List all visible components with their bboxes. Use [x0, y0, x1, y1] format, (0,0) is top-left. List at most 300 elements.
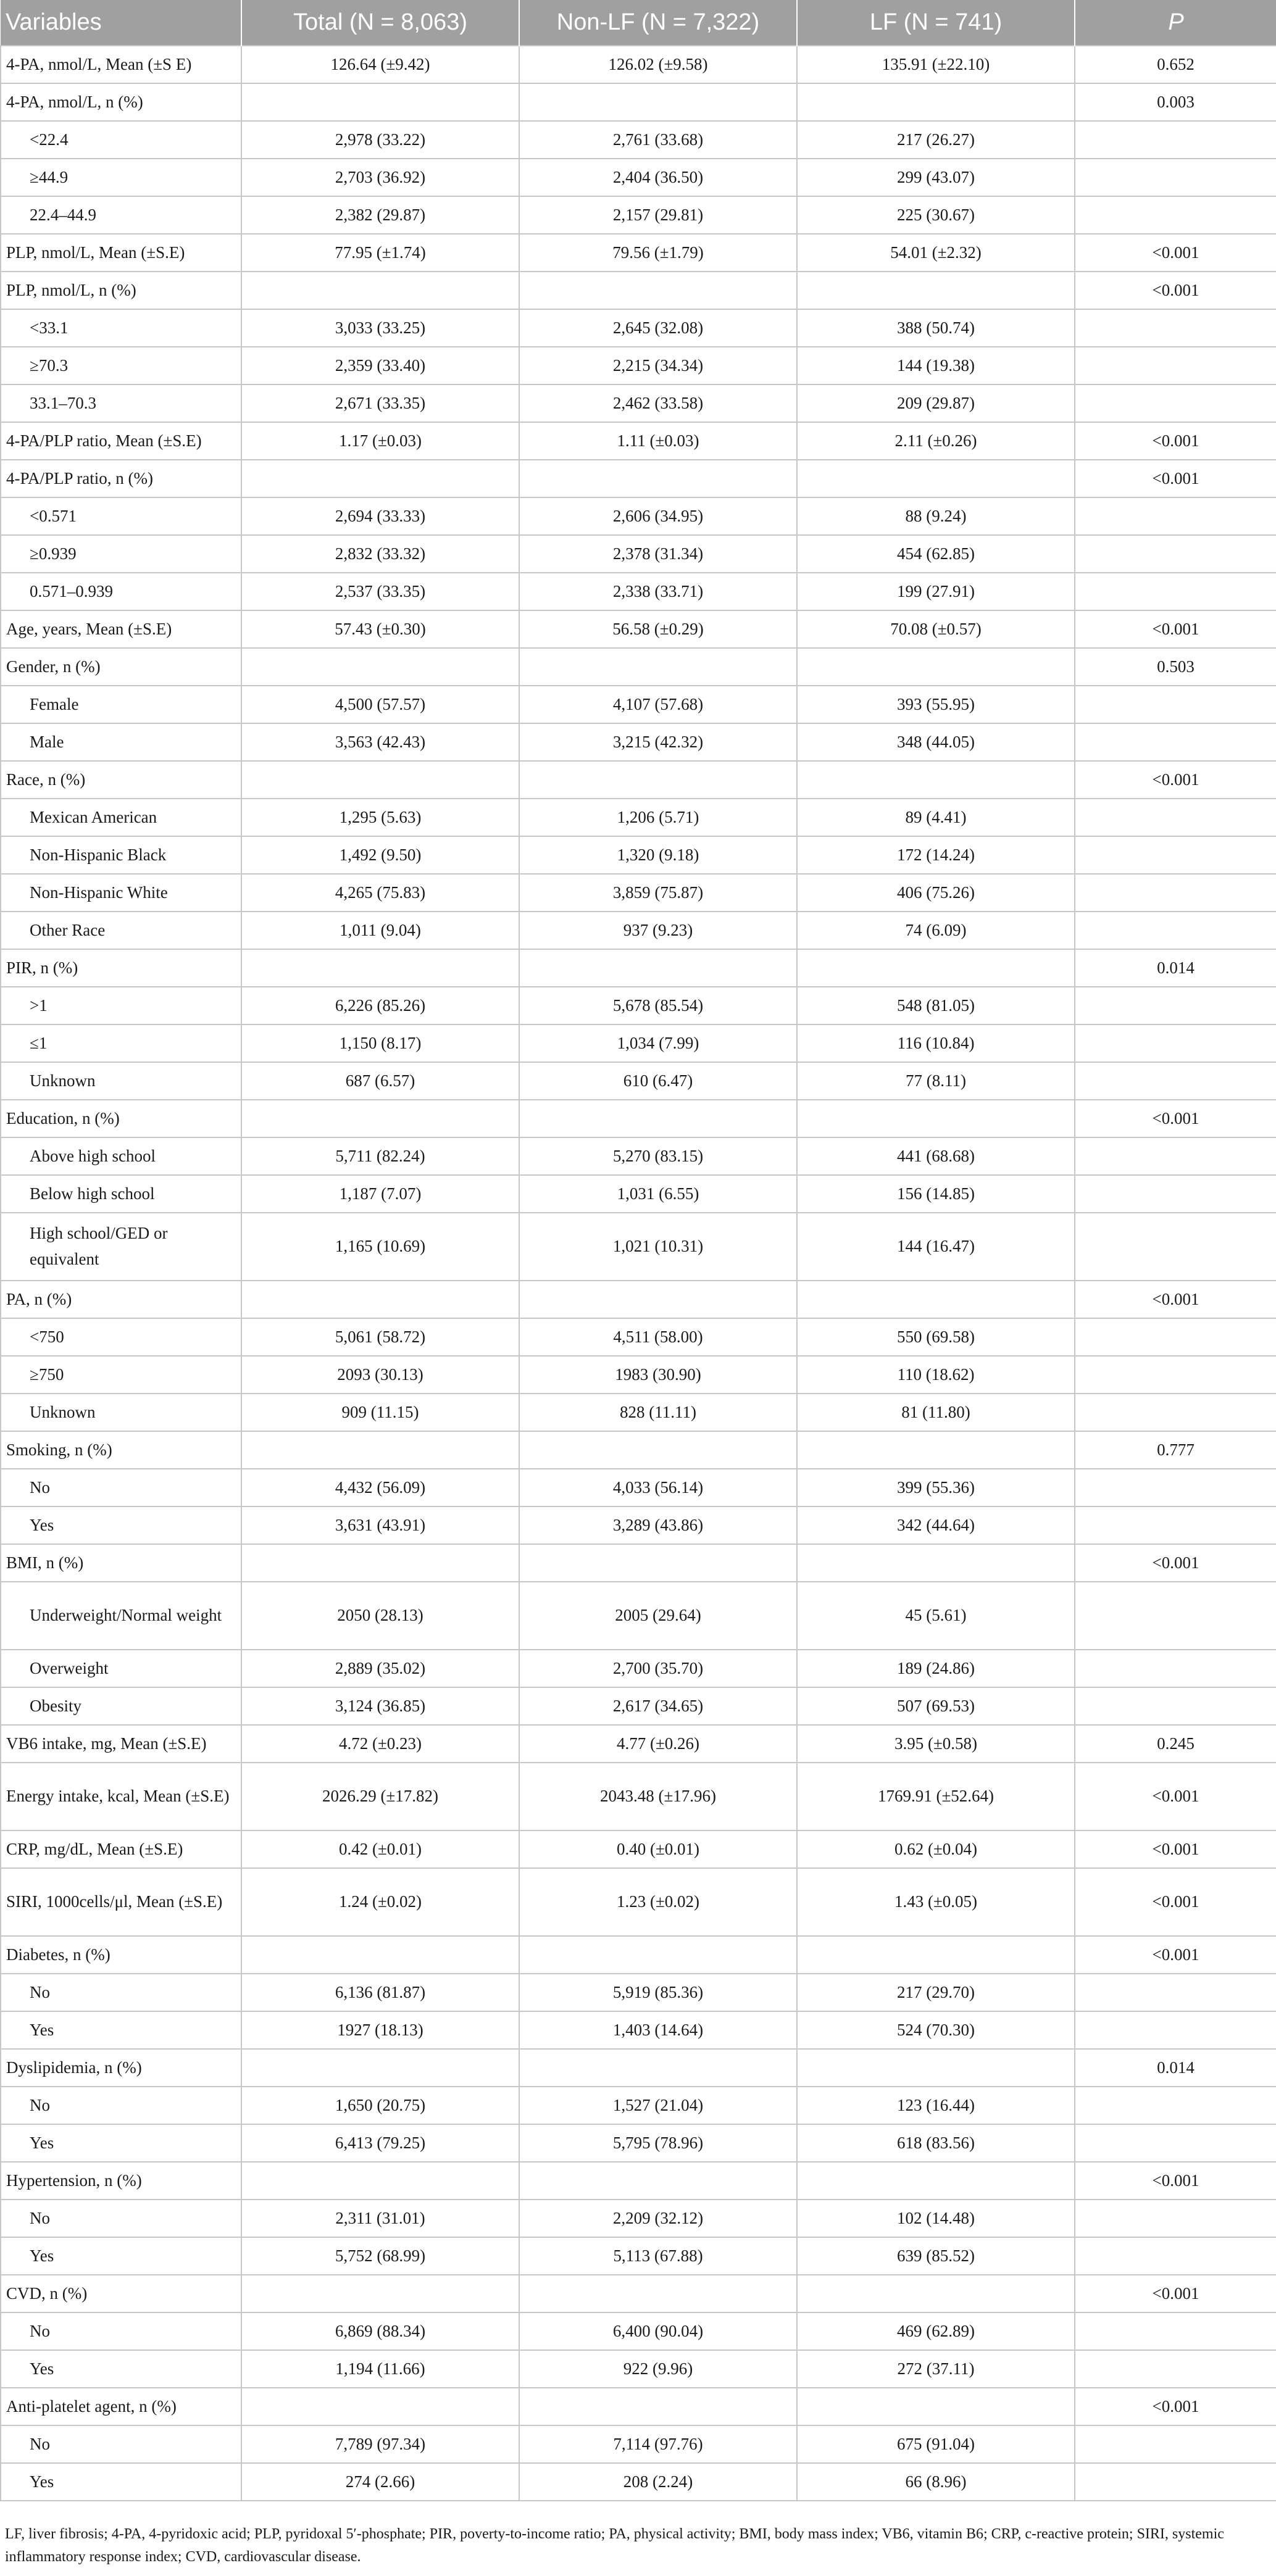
cell-total: 2026.29 (±17.82) [241, 1763, 519, 1830]
table-row [1, 1281, 1276, 1318]
cell-lf [797, 1281, 1075, 1318]
table-row [1, 1394, 1276, 1431]
cell-lf [797, 272, 1075, 309]
cell-p-value [1075, 723, 1276, 761]
row-label: No [1, 1974, 241, 2011]
cell-non-lf: 208 (2.24) [519, 2463, 797, 2501]
cell-total: 1,295 (5.63) [241, 799, 519, 836]
header-non-lf: Non-LF (N = 7,322) [519, 0, 797, 46]
row-label: No [1, 2200, 241, 2237]
row-label: PLP, nmol/L, Mean (±S.E) [1, 234, 241, 272]
table-row [1, 2425, 1276, 2463]
row-label: Hypertension, n (%) [1, 2162, 241, 2200]
cell-p-value [1075, 874, 1276, 912]
row-label: Race, n (%) [1, 761, 241, 799]
cell-total: 7,789 (97.34) [241, 2425, 519, 2463]
row-label: Education, n (%) [1, 1100, 241, 1137]
cell-p-value: <0.001 [1075, 234, 1276, 272]
row-label: 33.1–70.3 [1, 384, 241, 422]
table-row [1, 234, 1276, 272]
row-label: No [1, 2312, 241, 2350]
cell-lf: 618 (83.56) [797, 2124, 1075, 2162]
cell-total [241, 272, 519, 309]
cell-non-lf: 1,320 (9.18) [519, 836, 797, 874]
cell-lf [797, 1100, 1075, 1137]
table-row [1, 836, 1276, 874]
cell-lf: 116 (10.84) [797, 1024, 1075, 1062]
cell-total: 2,889 (35.02) [241, 1650, 519, 1687]
cell-lf: 272 (37.11) [797, 2350, 1075, 2388]
header-lf: LF (N = 741) [797, 0, 1075, 46]
cell-total [241, 1100, 519, 1137]
cell-non-lf: 1,031 (6.55) [519, 1175, 797, 1213]
cell-lf: 3.95 (±0.58) [797, 1725, 1075, 1763]
cell-total: 2093 (30.13) [241, 1356, 519, 1394]
table-row [1, 610, 1276, 648]
cell-lf: 135.91 (±22.10) [797, 46, 1075, 83]
cell-non-lf [519, 949, 797, 987]
table-row [1, 1650, 1276, 1687]
row-label: ≥44.9 [1, 159, 241, 196]
cell-total: 3,124 (36.85) [241, 1687, 519, 1725]
cell-non-lf: 4.77 (±0.26) [519, 1725, 797, 1763]
table-row [1, 761, 1276, 799]
row-label: Below high school [1, 1175, 241, 1213]
cell-p-value [1075, 2087, 1276, 2124]
cell-lf: 199 (27.91) [797, 573, 1075, 610]
cell-lf [797, 2275, 1075, 2312]
cell-total: 274 (2.66) [241, 2463, 519, 2501]
cell-lf: 507 (69.53) [797, 1687, 1075, 1725]
cell-p-value: <0.001 [1075, 761, 1276, 799]
cell-lf: 2.11 (±0.26) [797, 422, 1075, 460]
table-row [1, 1213, 1276, 1281]
cell-p-value: <0.001 [1075, 460, 1276, 497]
cell-p-value [1075, 987, 1276, 1024]
row-label: ≥750 [1, 1356, 241, 1394]
cell-lf [797, 648, 1075, 686]
table-row [1, 2124, 1276, 2162]
row-label: 0.571–0.939 [1, 573, 241, 610]
cell-total: 1,650 (20.75) [241, 2087, 519, 2124]
row-label: Non-Hispanic Black [1, 836, 241, 874]
cell-p-value [1075, 1650, 1276, 1687]
table-row [1, 2049, 1276, 2087]
row-label: Anti-platelet agent, n (%) [1, 2388, 241, 2425]
cell-p-value [1075, 1318, 1276, 1356]
cell-lf: 77 (8.11) [797, 1062, 1075, 1100]
cell-non-lf: 2,761 (33.68) [519, 121, 797, 159]
row-label: Yes [1, 1506, 241, 1544]
row-label: Above high school [1, 1137, 241, 1175]
cell-lf: 144 (16.47) [797, 1213, 1075, 1281]
cell-lf: 172 (14.24) [797, 836, 1075, 874]
table-row [1, 874, 1276, 912]
cell-total: 4.72 (±0.23) [241, 1725, 519, 1763]
cell-total: 2,978 (33.22) [241, 121, 519, 159]
cell-p-value: <0.001 [1075, 2275, 1276, 2312]
table-row [1, 2275, 1276, 2312]
cell-lf: 454 (62.85) [797, 535, 1075, 573]
table-row [1, 309, 1276, 347]
table-row [1, 2463, 1276, 2501]
cell-lf: 348 (44.05) [797, 723, 1075, 761]
cell-non-lf: 5,795 (78.96) [519, 2124, 797, 2162]
cell-p-value [1075, 121, 1276, 159]
cell-non-lf: 2,338 (33.71) [519, 573, 797, 610]
row-label: ≥70.3 [1, 347, 241, 384]
cell-non-lf: 6,400 (90.04) [519, 2312, 797, 2350]
table-row [1, 912, 1276, 949]
cell-total: 6,136 (81.87) [241, 1974, 519, 2011]
cell-p-value [1075, 196, 1276, 234]
row-label: SIRI, 1000cells/μl, Mean (±S.E) [1, 1868, 241, 1936]
cell-non-lf [519, 2388, 797, 2425]
cell-non-lf [519, 2275, 797, 2312]
row-label: VB6 intake, mg, Mean (±S.E) [1, 1725, 241, 1763]
cell-total: 5,752 (68.99) [241, 2237, 519, 2275]
row-label: Underweight/Normal weight [1, 1582, 241, 1650]
cell-p-value [1075, 1582, 1276, 1650]
cell-lf: 639 (85.52) [797, 2237, 1075, 2275]
cell-non-lf [519, 1100, 797, 1137]
table-row [1, 2162, 1276, 2200]
cell-p-value [1075, 497, 1276, 535]
table-row [1, 2388, 1276, 2425]
cell-non-lf: 5,270 (83.15) [519, 1137, 797, 1175]
row-label: Energy intake, kcal, Mean (±S.E) [1, 1763, 241, 1830]
cell-p-value [1075, 2237, 1276, 2275]
cell-total: 2,832 (33.32) [241, 535, 519, 573]
cell-total: 2,694 (33.33) [241, 497, 519, 535]
cell-p-value [1075, 347, 1276, 384]
row-label: 4-PA, nmol/L, n (%) [1, 83, 241, 121]
cell-p-value [1075, 1024, 1276, 1062]
cell-non-lf: 1983 (30.90) [519, 1356, 797, 1394]
cell-lf: 45 (5.61) [797, 1582, 1075, 1650]
row-label: Non-Hispanic White [1, 874, 241, 912]
cell-p-value [1075, 1137, 1276, 1175]
table-row [1, 272, 1276, 309]
cell-lf: 102 (14.48) [797, 2200, 1075, 2237]
cell-lf: 217 (26.27) [797, 121, 1075, 159]
row-label: Diabetes, n (%) [1, 1936, 241, 1974]
cell-total [241, 1281, 519, 1318]
cell-non-lf [519, 648, 797, 686]
cell-non-lf: 3,859 (75.87) [519, 874, 797, 912]
cell-non-lf: 1.23 (±0.02) [519, 1868, 797, 1936]
cell-p-value: <0.001 [1075, 272, 1276, 309]
cell-non-lf: 922 (9.96) [519, 2350, 797, 2388]
cell-p-value: 0.003 [1075, 83, 1276, 121]
cell-non-lf [519, 460, 797, 497]
table-row [1, 2237, 1276, 2275]
cell-p-value: <0.001 [1075, 1830, 1276, 1868]
table-row [1, 949, 1276, 987]
cell-lf [797, 1544, 1075, 1582]
cell-p-value [1075, 2011, 1276, 2049]
cell-lf [797, 1431, 1075, 1469]
cell-total: 126.64 (±9.42) [241, 46, 519, 83]
table-row [1, 1544, 1276, 1582]
cell-lf: 406 (75.26) [797, 874, 1075, 912]
cell-p-value: 0.014 [1075, 949, 1276, 987]
cell-p-value: 0.777 [1075, 1431, 1276, 1469]
row-label: PIR, n (%) [1, 949, 241, 987]
cell-total [241, 1431, 519, 1469]
cell-non-lf: 1,034 (7.99) [519, 1024, 797, 1062]
cell-total: 1,150 (8.17) [241, 1024, 519, 1062]
cell-lf: 399 (55.36) [797, 1469, 1075, 1506]
row-label: High school/GED or equivalent [1, 1213, 241, 1281]
cell-non-lf: 5,919 (85.36) [519, 1974, 797, 2011]
table-row [1, 1868, 1276, 1936]
table-row [1, 573, 1276, 610]
cell-non-lf: 610 (6.47) [519, 1062, 797, 1100]
table-row [1, 686, 1276, 723]
cell-total: 77.95 (±1.74) [241, 234, 519, 272]
table-row [1, 497, 1276, 535]
row-label: Age, years, Mean (±S.E) [1, 610, 241, 648]
row-label: >1 [1, 987, 241, 1024]
cell-total: 2050 (28.13) [241, 1582, 519, 1650]
cell-total [241, 2275, 519, 2312]
cell-lf [797, 949, 1075, 987]
cell-p-value: <0.001 [1075, 2162, 1276, 2200]
cell-p-value: <0.001 [1075, 1868, 1276, 1936]
cell-total: 1,492 (9.50) [241, 836, 519, 874]
cell-lf [797, 761, 1075, 799]
cell-total: 6,413 (79.25) [241, 2124, 519, 2162]
cell-p-value [1075, 2350, 1276, 2388]
cell-total [241, 648, 519, 686]
cell-total: 0.42 (±0.01) [241, 1830, 519, 1868]
cell-total: 3,631 (43.91) [241, 1506, 519, 1544]
table-row [1, 1356, 1276, 1394]
cell-p-value [1075, 2124, 1276, 2162]
table-row [1, 2312, 1276, 2350]
cell-p-value: 0.652 [1075, 46, 1276, 83]
table-row [1, 1175, 1276, 1213]
cell-lf: 524 (70.30) [797, 2011, 1075, 2049]
header-row [1, 0, 1276, 46]
cell-non-lf: 4,511 (58.00) [519, 1318, 797, 1356]
cell-p-value: 0.245 [1075, 1725, 1276, 1763]
cell-non-lf: 828 (11.11) [519, 1394, 797, 1431]
cell-non-lf: 2,378 (31.34) [519, 535, 797, 573]
table-row [1, 1100, 1276, 1137]
table-row [1, 1024, 1276, 1062]
cell-non-lf [519, 1281, 797, 1318]
row-label: <22.4 [1, 121, 241, 159]
cell-lf [797, 460, 1075, 497]
row-label: Unknown [1, 1062, 241, 1100]
cell-lf: 123 (16.44) [797, 2087, 1075, 2124]
cell-total: 3,563 (42.43) [241, 723, 519, 761]
cell-total: 2,382 (29.87) [241, 196, 519, 234]
cell-non-lf: 2,404 (36.50) [519, 159, 797, 196]
cell-total: 687 (6.57) [241, 1062, 519, 1100]
cell-lf: 675 (91.04) [797, 2425, 1075, 2463]
table-row [1, 1974, 1276, 2011]
table-row [1, 1687, 1276, 1725]
cell-non-lf: 4,033 (56.14) [519, 1469, 797, 1506]
cell-p-value [1075, 1213, 1276, 1281]
cell-p-value [1075, 1687, 1276, 1725]
cell-non-lf: 3,289 (43.86) [519, 1506, 797, 1544]
cell-total [241, 1936, 519, 1974]
cell-lf: 299 (43.07) [797, 159, 1075, 196]
cell-total [241, 83, 519, 121]
cell-lf: 54.01 (±2.32) [797, 234, 1075, 272]
header-variables: Variables [1, 0, 241, 46]
cell-total: 4,265 (75.83) [241, 874, 519, 912]
cell-p-value [1075, 912, 1276, 949]
cell-total [241, 2162, 519, 2200]
table-row [1, 2200, 1276, 2237]
table-row [1, 460, 1276, 497]
cell-non-lf: 5,113 (67.88) [519, 2237, 797, 2275]
row-label: Gender, n (%) [1, 648, 241, 686]
cell-p-value [1075, 1394, 1276, 1431]
header-total: Total (N = 8,063) [241, 0, 519, 46]
cell-non-lf: 1,021 (10.31) [519, 1213, 797, 1281]
cell-total: 1,165 (10.69) [241, 1213, 519, 1281]
cell-lf: 393 (55.95) [797, 686, 1075, 723]
cell-non-lf: 5,678 (85.54) [519, 987, 797, 1024]
cell-total [241, 2388, 519, 2425]
cell-total: 909 (11.15) [241, 1394, 519, 1431]
cell-total [241, 460, 519, 497]
row-label: No [1, 2425, 241, 2463]
cell-non-lf: 2,462 (33.58) [519, 384, 797, 422]
row-label: <750 [1, 1318, 241, 1356]
cell-total: 3,033 (33.25) [241, 309, 519, 347]
cell-total: 2,703 (36.92) [241, 159, 519, 196]
table-row [1, 799, 1276, 836]
cell-p-value [1075, 2463, 1276, 2501]
cell-lf: 110 (18.62) [797, 1356, 1075, 1394]
cell-p-value [1075, 159, 1276, 196]
cell-lf: 225 (30.67) [797, 196, 1075, 234]
row-label: Mexican American [1, 799, 241, 836]
cell-p-value [1075, 535, 1276, 573]
table-body [1, 46, 1276, 2501]
row-label: Overweight [1, 1650, 241, 1687]
cell-lf [797, 2388, 1075, 2425]
cell-total: 1,194 (11.66) [241, 2350, 519, 2388]
cell-lf: 156 (14.85) [797, 1175, 1075, 1213]
table-row [1, 1725, 1276, 1763]
cell-lf: 441 (68.68) [797, 1137, 1075, 1175]
table-row [1, 1318, 1276, 1356]
cell-non-lf: 0.40 (±0.01) [519, 1830, 797, 1868]
cell-non-lf: 2,617 (34.65) [519, 1687, 797, 1725]
table-row [1, 1582, 1276, 1650]
row-label: No [1, 1469, 241, 1506]
cell-p-value: <0.001 [1075, 422, 1276, 460]
cell-lf: 548 (81.05) [797, 987, 1075, 1024]
cell-total: 4,432 (56.09) [241, 1469, 519, 1506]
table-row [1, 2087, 1276, 2124]
table-row [1, 422, 1276, 460]
row-label: 4-PA, nmol/L, Mean (±S E) [1, 46, 241, 83]
cell-total: 5,061 (58.72) [241, 1318, 519, 1356]
cell-total: 2,537 (33.35) [241, 573, 519, 610]
cell-total: 1,011 (9.04) [241, 912, 519, 949]
cell-lf: 74 (6.09) [797, 912, 1075, 949]
cell-lf: 1769.91 (±52.64) [797, 1763, 1075, 1830]
row-label: Smoking, n (%) [1, 1431, 241, 1469]
row-label: Yes [1, 2124, 241, 2162]
cell-lf: 1.43 (±0.05) [797, 1868, 1075, 1936]
table-row [1, 648, 1276, 686]
cell-lf [797, 83, 1075, 121]
cell-lf: 66 (8.96) [797, 2463, 1075, 2501]
cell-total [241, 761, 519, 799]
cell-non-lf [519, 761, 797, 799]
table-row [1, 1062, 1276, 1100]
cell-p-value [1075, 384, 1276, 422]
cell-lf [797, 2049, 1075, 2087]
row-label: Male [1, 723, 241, 761]
cell-p-value: <0.001 [1075, 1100, 1276, 1137]
row-label: PLP, nmol/L, n (%) [1, 272, 241, 309]
cell-p-value: <0.001 [1075, 1544, 1276, 1582]
cell-total: 1,187 (7.07) [241, 1175, 519, 1213]
cell-lf: 0.62 (±0.04) [797, 1830, 1075, 1868]
cell-lf: 217 (29.70) [797, 1974, 1075, 2011]
cell-non-lf [519, 2162, 797, 2200]
row-label: <33.1 [1, 309, 241, 347]
cell-non-lf [519, 272, 797, 309]
cell-lf: 81 (11.80) [797, 1394, 1075, 1431]
cell-non-lf: 937 (9.23) [519, 912, 797, 949]
cell-total [241, 2049, 519, 2087]
table-row [1, 1469, 1276, 1506]
cell-non-lf: 2,700 (35.70) [519, 1650, 797, 1687]
cell-non-lf: 1.11 (±0.03) [519, 422, 797, 460]
cell-non-lf: 2,606 (34.95) [519, 497, 797, 535]
cell-non-lf: 1,403 (14.64) [519, 2011, 797, 2049]
cell-p-value [1075, 1506, 1276, 1544]
cell-lf: 89 (4.41) [797, 799, 1075, 836]
table-row [1, 1137, 1276, 1175]
row-label: <0.571 [1, 497, 241, 535]
row-label: Yes [1, 2237, 241, 2275]
cell-total: 2,311 (31.01) [241, 2200, 519, 2237]
row-label: Obesity [1, 1687, 241, 1725]
row-label: PA, n (%) [1, 1281, 241, 1318]
cell-p-value [1075, 1974, 1276, 2011]
row-label: No [1, 2087, 241, 2124]
cell-p-value [1075, 1469, 1276, 1506]
row-label: Dyslipidemia, n (%) [1, 2049, 241, 2087]
cell-non-lf: 1,527 (21.04) [519, 2087, 797, 2124]
row-label: Yes [1, 2350, 241, 2388]
table-row [1, 347, 1276, 384]
cell-non-lf: 2,209 (32.12) [519, 2200, 797, 2237]
cell-non-lf [519, 83, 797, 121]
cell-total [241, 1544, 519, 1582]
cell-non-lf: 2,157 (29.81) [519, 196, 797, 234]
cell-non-lf: 7,114 (97.76) [519, 2425, 797, 2463]
row-label: ≤1 [1, 1024, 241, 1062]
cell-non-lf: 79.56 (±1.79) [519, 234, 797, 272]
cell-non-lf [519, 1544, 797, 1582]
cell-p-value [1075, 836, 1276, 874]
cell-non-lf: 2005 (29.64) [519, 1582, 797, 1650]
